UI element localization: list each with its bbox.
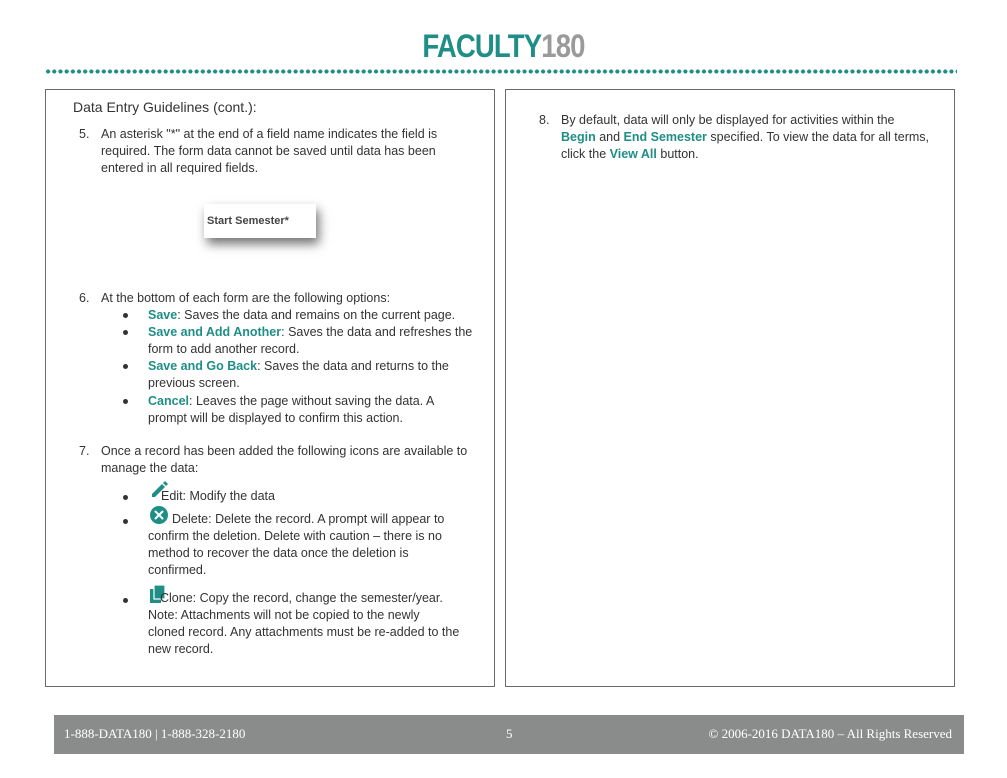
- bullet: [123, 364, 128, 369]
- clone-description-1: Clone: Copy the record, change the semester/year.: [160, 591, 443, 605]
- term-view-all: View All: [609, 147, 657, 161]
- item-5-line-2: required. The form data cannot be saved until data has been: [101, 144, 436, 158]
- delete-description-1: Delete: Delete the record. A prompt will appear to: [172, 512, 445, 526]
- clone-description-2: Note: Attachments will not be copied to the newly: [148, 608, 420, 622]
- dotted-divider: [45, 69, 957, 74]
- term-end-semester: End Semester: [623, 130, 707, 144]
- term-save-and-add-another-desc-2: form to add another record.: [148, 342, 300, 356]
- item-7-line-2: manage the data:: [101, 461, 199, 475]
- bullet: [123, 519, 128, 524]
- logo-part-180: 180: [541, 28, 585, 64]
- term-save-and-add-another: Save and Add Another: [148, 325, 282, 339]
- term-cancel-desc: : Leaves the page without saving the data. A: [189, 394, 435, 408]
- item-number: 8.: [539, 113, 550, 127]
- item-number: 6.: [79, 291, 90, 305]
- edit-description: Edit: Modify the data: [161, 489, 275, 503]
- item-8-line-1: By default, data will only be displayed for activities within the: [561, 113, 895, 127]
- list-item-cancel: [123, 393, 483, 427]
- term-save-desc: : Saves the data and remains on the current page.: [177, 308, 456, 322]
- guideline-item-7: [79, 443, 489, 479]
- bullet: [123, 495, 128, 500]
- footer-phone: 1-888-DATA180 | 1-888-328-2180: [64, 726, 246, 741]
- item-8-line-2-rest: specified. To view the data for all terms,: [706, 130, 930, 144]
- left-panel: [45, 89, 495, 687]
- and-text: and: [595, 130, 624, 144]
- term-save-and-go-back-desc: : Saves the data and returns to the: [257, 359, 449, 373]
- bullet: [123, 330, 128, 335]
- item-8-line-3-pre: click the: [561, 147, 610, 161]
- item-8-line-2: [561, 129, 929, 146]
- guideline-item-5: [79, 126, 489, 186]
- bullet: [123, 399, 128, 404]
- delete-description-3: method to recover the data once the deletion is: [148, 546, 409, 560]
- clone-description-3: cloned record. Any attachments must be re-added to the: [148, 625, 460, 639]
- clone-description-4: new record.: [148, 642, 214, 656]
- term-cancel: Cancel: [148, 394, 189, 408]
- footer-copyright: © 2006-2016 DATA180 – All Rights Reserved: [708, 726, 952, 741]
- right-panel: [505, 89, 955, 687]
- item-number: 7.: [79, 444, 90, 458]
- item-5-line-3: entered in all required fields.: [101, 161, 259, 175]
- item-7-line-1: Once a record has been added the following icons are available to: [101, 444, 468, 458]
- bullet: [123, 313, 128, 318]
- list-item-delete: [123, 511, 483, 583]
- term-begin: Begin: [561, 130, 596, 144]
- list-item-edit: [123, 487, 483, 507]
- bullet: [123, 598, 128, 603]
- page-footer: [54, 715, 964, 754]
- term-cancel-desc-2: prompt will be displayed to confirm this action.: [148, 411, 403, 425]
- term-save-and-add-another-desc: : Saves the data and refreshes the: [281, 325, 473, 339]
- item-number: 5.: [79, 127, 90, 141]
- list-item-save: [123, 307, 483, 324]
- delete-description-2: confirm the deletion. Delete with caution – there is no: [148, 529, 442, 543]
- term-save-and-go-back: Save and Go Back: [148, 359, 258, 373]
- logo-part-faculty: FACULTY: [422, 28, 542, 64]
- term-save: Save: [148, 308, 178, 322]
- item-6-intro: At the bottom of each form are the following options:: [101, 291, 391, 305]
- term-save-and-go-back-desc-2: previous screen.: [148, 376, 240, 390]
- section-title: Data Entry Guidelines (cont.):: [73, 99, 257, 115]
- list-item-save-and-go-back: [123, 358, 483, 392]
- item-8-line-3: [561, 146, 929, 163]
- faculty180-logo: [70, 28, 936, 64]
- item-8-line-3-post: button.: [656, 147, 699, 161]
- page-number: 5: [506, 726, 513, 741]
- start-semester-field-example: Start Semester*: [204, 204, 316, 238]
- list-item-save-and-add-another: [123, 324, 483, 358]
- item-5-line-1: An asterisk "*" at the end of a field name indicates the field is: [101, 127, 438, 141]
- guideline-item-8: [539, 112, 949, 172]
- list-item-clone: [123, 590, 483, 662]
- delete-description-4: confirmed.: [148, 563, 207, 577]
